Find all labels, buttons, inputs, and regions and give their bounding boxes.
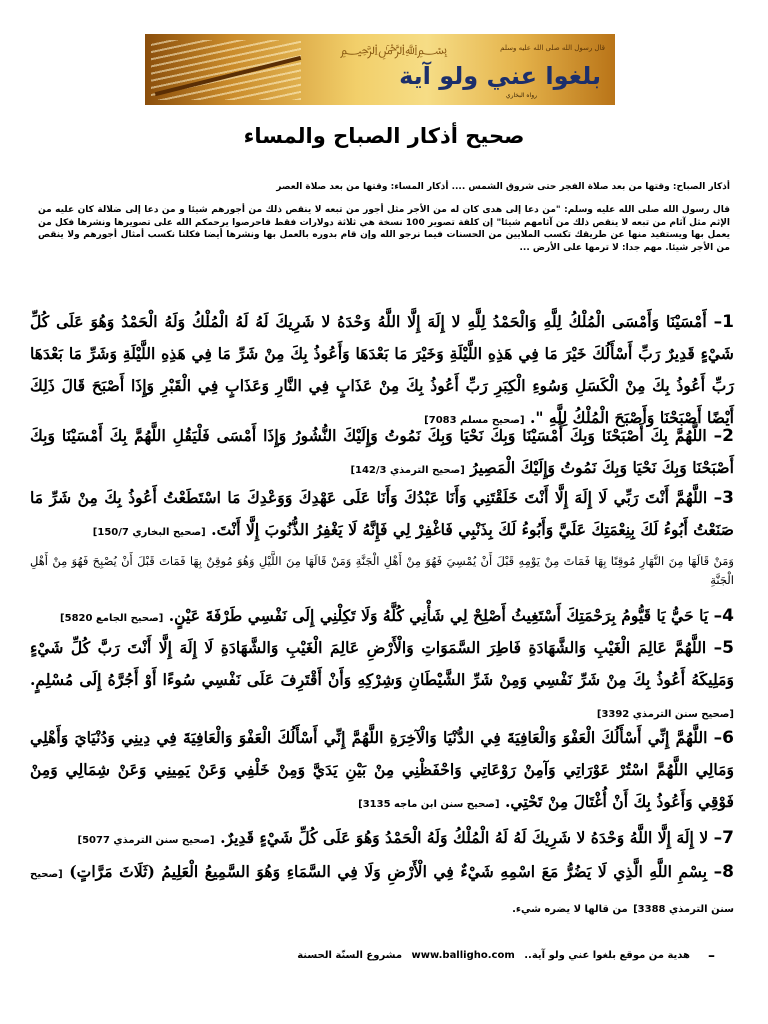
calligraphy-ornament: ﷽ [340, 42, 448, 58]
item-number: 6– [713, 728, 734, 748]
footer [170, 950, 690, 961]
item-8-note: من قالها لا يضره شيء. [512, 904, 628, 915]
footer-url-link[interactable]: www.balligho.com [411, 950, 515, 961]
intro-hadith: قال رسول الله صلى الله عليه وسلم: "من دعا إلى هدى كان له من الأجر مثل أجور من تبعه لا ينقص ذلك من أجورهم شيئا و من دعا إلى ضلالة كان عليه من الإثم مثل آثام من تبعه لا ينقص ذلك من آثامهم شيئا" إن كلفة تصوير 100 نسخة هي ثلاثة دولارات فقط فاحرصوا يرحمكم الله على تصويرها ونشرها فكل من يعمل بها ويستفيد منها عن طريقك تكسب الملايين من الحسنات فيما نرجو الله وإن قام بدوره بالعمل بها ونشرها أيضا فكلنا نكسب أمثال أجورهم ولا ينقص من الأجر شيئا. مهم جدا: لا ترمها على الأرض ... [38, 205, 730, 253]
item-number: 4– [713, 606, 734, 626]
zikr-item-1 [30, 306, 734, 437]
item-number: 3– [713, 488, 734, 508]
footer-project: مشروع السنّة الحسنة [297, 950, 403, 961]
item-3-note: وَمَنْ قَالَهَا مِنَ النَّهَارِ مُوقِنًا بِهَا فَمَاتَ مِنْ يَوْمِهِ قَبْلَ أَنْ يُمْسِيَ فَهُوَ مِنْ أَهْلِ الْجَنَّةِ وَمَنْ قَالَهَا مِنَ اللَّيْلِ وَهُوَ مُوقِنٌ بِهَا فَمَاتَ قَبْلَ أَنْ يُصْبِحَ فَهُوَ مِنْ أَهْلِ الْجَنَّةِ [30, 554, 734, 587]
zikr-item-4 [30, 600, 734, 635]
zikr-item-2 [30, 420, 734, 487]
item-number: 5– [713, 638, 734, 658]
item-text: اللَّهُمَّ عَالِمَ الْغَيْبِ وَالشَّهَادَةِ فَاطِرَ السَّمَوَاتِ وَالْأَرْضِ عَالِمَ الْغَيْبِ وَالشَّهَادَةِ لَا إِلَهَ إِلَّا أَنْتَ رَبَّ كُلِّ شَيْءٍ وَمَلِيكَهُ أَعُوذُ بِكَ مِنْ شَرِّ نَفْسِي وَمِنْ شَرِّ الشَّيْطَانِ وَشِرْكِهِ وَأَنْ أَقْتَرِفَ عَلَى نَفْسِي سُوءًا أَوْ أَجُرَّهُ إِلَى مُسْلِمٍ. [30, 638, 734, 689]
zikr-item-6 [30, 722, 734, 821]
item-text: اللَّهُمَّ بِكَ أَصْبَحْنَا وَبِكَ أَمْسَيْنَا وَبِكَ نَحْيَا وَبِكَ نَمُوتُ وَإِلَيْكَ النُّشُورُ وَإِذَا أَمْسَى فَلْيَقُلِ اللَّهُمَّ بِكَ أَمْسَيْنَا وَبِكَ أَصْبَحْنَا وَبِكَ نَحْيَا وَبِكَ نَمُوتُ وَإِلَيْكَ الْمَصِيرُ [30, 426, 734, 477]
item-reference: [صحيح سنن الترمذي 3388] [30, 869, 734, 915]
item-text: اللَّهُمَّ إِنِّي أَسْأَلُكَ الْعَفْوَ وَالْعَافِيَةَ فِي الدُّنْيَا وَالْآخِرَةِ اللَّهُمَّ إِنِّي أَسْأَلُكَ الْعَفْوَ وَالْعَافِيَةَ فِي دِينِي وَدُنْيَايَ وَأَهْلِي وَمَالِي اللَّهُمَّ اسْتُرْ عَوْرَاتِي وَآمِنْ رَوْعَاتِي وَاحْفَظْنِي مِنْ بَيْنِ يَدَيَّ وَمِنْ خَلْفِي وَعَنْ يَمِينِي وَعَنْ شِمَالِي وَمِنْ فَوْقِي وَأَعُوذُ بِكَ أَنْ أُغْتَالَ مِنْ تَحْتِي. [30, 728, 734, 811]
item-number: 2– [713, 426, 734, 446]
item-reference: [صحيح البخاري 150/7] [92, 527, 206, 538]
item-reference: [صحيح سنن الترمذي 5077] [77, 835, 215, 846]
banner-source: رواه البخاري [505, 92, 537, 99]
zikr-item-3 [30, 482, 734, 549]
item-reference: [صحيح مسلم 7083] [424, 415, 525, 426]
banner-hadith-line: قال رسول الله صلى الله عليه وسلم [500, 44, 605, 52]
zikr-item-7 [30, 822, 734, 857]
item-reference: [صحيح سنن الترمذي 3392] [596, 709, 734, 720]
item-number: 8– [713, 862, 734, 882]
intro-times: أذكار الصباح: وقتها من بعد صلاة الفجر حتى شروق الشمس .... أذكار المساء: وقتها من بعد صلاة العصر [276, 182, 730, 192]
banner-brand: بلغوا عني ولو آية [399, 62, 601, 90]
zikr-item-8 [30, 856, 734, 926]
page-title: صحيح أذكار الصباح والمساء [243, 124, 525, 148]
item-reference: [صحيح الجامع 5820] [60, 613, 164, 624]
item-text: لا إِلَهَ إِلَّا اللَّهُ وَحْدَهُ لا شَرِيكَ لَهُ لَهُ الْمُلْكُ وَلَهُ الْحَمْدُ وَهُوَ عَلَى كُلِّ شَيْءٍ قَدِيرٌ. [220, 828, 709, 847]
item-number: 1– [713, 312, 735, 332]
item-text: اللَّهُمَّ أَنْتَ رَبِّي لَا إِلَهَ إِلَّا أَنْتَ خَلَقْتَنِي وَأَنَا عَبْدُكَ وَأَنَا عَلَى عَهْدِكَ وَوَعْدِكَ مَا اسْتَطَعْتُ أَعُوذُ بِكَ مِنْ شَرِّ مَا صَنَعْتُ أَبُوءُ لَكَ بِنِعْمَتِكَ عَلَيَّ وَأَبُوءُ لَكَ بِذَنْبِي فَاغْفِرْ لِي فَإِنَّهُ لَا يَغْفِرُ الذُّنُوبَ إِلَّا أَنْتَ. [30, 488, 734, 539]
header-banner [145, 34, 615, 105]
item-text: أَمْسَيْنَا وَأَمْسَى الْمُلْكُ لِلَّهِ وَالْحَمْدُ لِلَّهِ لا إِلَهَ إِلَّا اللَّهُ وَحْدَهُ لا شَرِيكَ لَهُ لَهُ الْمُلْكُ وَلَهُ الْحَمْدُ وَهُوَ عَلَى كُلِّ شَيْءٍ قَدِيرٌ رَبِّ أَسْأَلُكَ خَيْرَ مَا فِي هَذِهِ اللَّيْلَةِ وَخَيْرَ مَا بَعْدَهَا وَأَعُوذُ بِكَ مِنْ شَرِّ مَا فِي هَذِهِ اللَّيْلَةِ وَشَرِّ مَا بَعْدَهَا رَبِّ أَعُوذُ بِكَ مِنْ الْكَسَلِ وَسُوءِ الْكِبَرِ رَبِّ أَعُوذُ بِكَ مِنْ عَذَابٍ فِي النَّارِ وَعَذَابٍ فِي الْقَبْرِ وَإِذَا أَصْبَحَ قَالَ ذَلِكَ أَيْضًا أَصْبَحْنَا وَأَصْبَحَ الْمُلْكُ لِلَّهِ ". [30, 312, 734, 427]
item-reference: [صحيح سنن ابن ماجه 3135] [358, 799, 500, 810]
item-text: يَا حَيُّ يَا قَيُّومُ بِرَحْمَتِكَ أَسْتَغِيثُ أَصْلِحْ لِي شَأْنِي كُلَّهُ وَلَا تَكِلْنِي إِلَى نَفْسِي طَرْفَةَ عَيْنٍ. [168, 606, 709, 625]
item-reference: [صحيح الترمذي 142/3] [350, 465, 465, 476]
item-number: 7– [713, 828, 734, 848]
item-text: بِسْمِ اللَّهِ الَّذِي لَا يَضُرُّ مَعَ اسْمِهِ شَيْءٌ فِي الْأَرْضِ وَلَا فِي السَّمَاءِ وَهُوَ السَّمِيعُ الْعَلِيمُ (ثَلَاثَ مَرَّاتٍ) [69, 862, 708, 881]
footer-gift: هدية من موقع بلغوا عني ولو آية.. [524, 950, 690, 961]
footer-dash: – [708, 948, 715, 964]
zikr-item-5 [30, 632, 734, 731]
